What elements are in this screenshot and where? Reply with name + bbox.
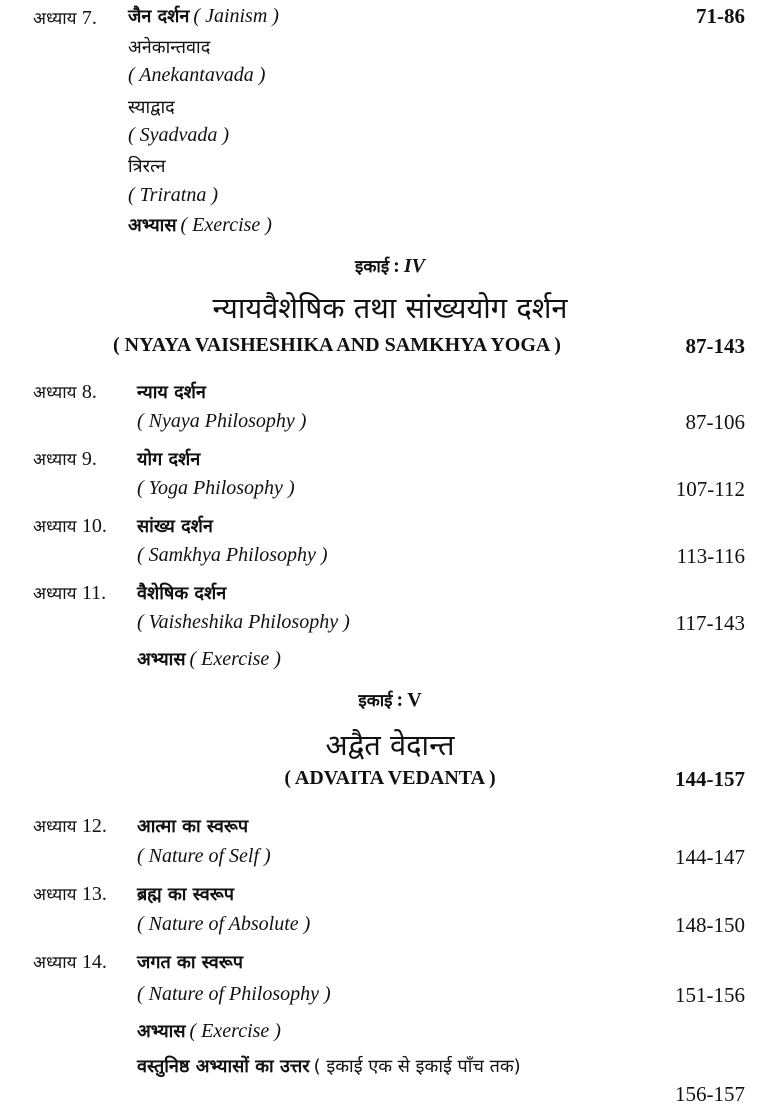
chapter-title-hindi: ब्रह्म का स्वरूप	[137, 884, 234, 905]
chapter-number: 8.	[81, 381, 97, 403]
chapter-word: अध्याय	[33, 9, 77, 29]
exercise-entry	[137, 1019, 281, 1043]
subtopic-english: ( Triratna )	[128, 184, 219, 206]
page-range: 107-112	[675, 477, 745, 501]
chapter-label	[33, 380, 97, 404]
subtopic-hindi: त्रिरत्न	[128, 156, 166, 177]
chapter-title-hindi: जैन दर्शन	[128, 6, 190, 27]
chapter-title-hindi: सांख्य दर्शन	[137, 516, 213, 537]
subtopic-hindi: स्याद्वाद	[128, 97, 175, 118]
chapter-title-english: ( Nature of Self )	[137, 845, 271, 867]
chapter-word: अध्याय	[33, 517, 77, 537]
unit-number: IV	[403, 255, 425, 277]
unit-colon: :	[396, 689, 404, 711]
chapter-word: अध्याय	[33, 383, 77, 403]
chapter-word: अध्याय	[33, 450, 77, 470]
chapter-title-english: ( Nature of Philosophy )	[137, 983, 331, 1005]
page-range: 156-157	[675, 1082, 745, 1106]
chapter-title-english: ( Nature of Absolute )	[137, 913, 311, 935]
chapter-label	[33, 447, 97, 471]
exercise-entry	[137, 647, 281, 671]
chapter-title-english: ( Yoga Philosophy )	[137, 477, 295, 499]
exercise-hindi: अभ्यास	[128, 215, 177, 236]
page-range: 87-143	[685, 334, 745, 358]
page-range: 87-106	[685, 410, 745, 434]
chapter-title-english: ( Samkhya Philosophy )	[137, 544, 328, 566]
page-range: 71-86	[696, 4, 745, 28]
unit-heading-5	[0, 688, 780, 712]
page-range: 148-150	[675, 913, 745, 937]
page-range: 151-156	[675, 983, 745, 1007]
unit-label: इकाई	[358, 691, 393, 711]
unit-heading-4	[0, 254, 780, 278]
chapter-word: अध्याय	[33, 953, 77, 973]
exercise-entry	[128, 213, 272, 237]
chapter-number: 11.	[81, 582, 107, 604]
page-range: 144-157	[675, 767, 745, 791]
chapter-title-hindi: योग दर्शन	[137, 449, 201, 470]
subtopic-english: ( Anekantavada )	[128, 64, 266, 86]
chapter-title-english: ( Jainism )	[193, 5, 279, 27]
chapter-number: 14.	[81, 951, 107, 973]
objective-answers-note: ( इकाई एक से इकाई पाँच तक)	[313, 1056, 521, 1077]
unit-label: इकाई	[355, 257, 390, 277]
unit-title-hindi: अद्वैत वेदान्त	[325, 728, 455, 762]
exercise-english: ( Exercise )	[180, 214, 272, 236]
chapter-label	[33, 950, 107, 974]
unit-title-hindi: न्यायवैशेषिक तथा सांख्ययोग दर्शन	[212, 291, 568, 325]
page-range: 117-143	[675, 611, 745, 635]
unit-colon: :	[393, 255, 400, 277]
chapter-title-hindi: वैशेषिक दर्शन	[137, 583, 227, 604]
chapter-title-hindi: आत्मा का स्वरूप	[137, 816, 249, 837]
subtopic-hindi: अनेकान्तवाद	[128, 37, 211, 58]
chapter-title-english: ( Nyaya Philosophy )	[137, 410, 307, 432]
chapter-label	[33, 882, 107, 906]
objective-answers-entry	[137, 1054, 521, 1078]
toc-entry-chapter-7	[0, 4, 780, 34]
unit-title-english: ( ADVAITA VEDANTA )	[284, 767, 496, 789]
chapter-label	[33, 514, 107, 538]
chapter-title-english: ( Vaisheshika Philosophy )	[137, 611, 350, 633]
chapter-title-hindi: जगत का स्वरूप	[137, 952, 243, 973]
chapter-word: अध्याय	[33, 817, 77, 837]
chapter-title-hindi: न्याय दर्शन	[137, 382, 206, 403]
objective-answers-title: वस्तुनिष्ठ अभ्यासों का उत्तर	[137, 1056, 310, 1077]
chapter-number: 10.	[81, 515, 107, 537]
chapter-number: 9.	[81, 448, 97, 470]
exercise-english: ( Exercise )	[189, 648, 281, 670]
chapter-word: अध्याय	[33, 584, 77, 604]
chapter-number: 12.	[81, 815, 107, 837]
unit-title-english: ( NYAYA VAISHESHIKA AND SAMKHYA YOGA )	[113, 334, 561, 356]
chapter-label	[33, 814, 107, 838]
exercise-hindi: अभ्यास	[137, 649, 186, 670]
chapter-label	[33, 6, 97, 30]
page-range: 144-147	[675, 845, 745, 869]
chapter-number: 7.	[81, 7, 97, 29]
exercise-hindi: अभ्यास	[137, 1021, 186, 1042]
exercise-english: ( Exercise )	[189, 1020, 281, 1042]
chapter-label	[33, 581, 106, 605]
chapter-title	[128, 4, 279, 28]
unit-number: V	[407, 689, 422, 711]
chapter-number: 13.	[81, 883, 107, 905]
page-range: 113-116	[676, 544, 745, 568]
chapter-word: अध्याय	[33, 885, 77, 905]
subtopic-english: ( Syadvada )	[128, 124, 230, 146]
